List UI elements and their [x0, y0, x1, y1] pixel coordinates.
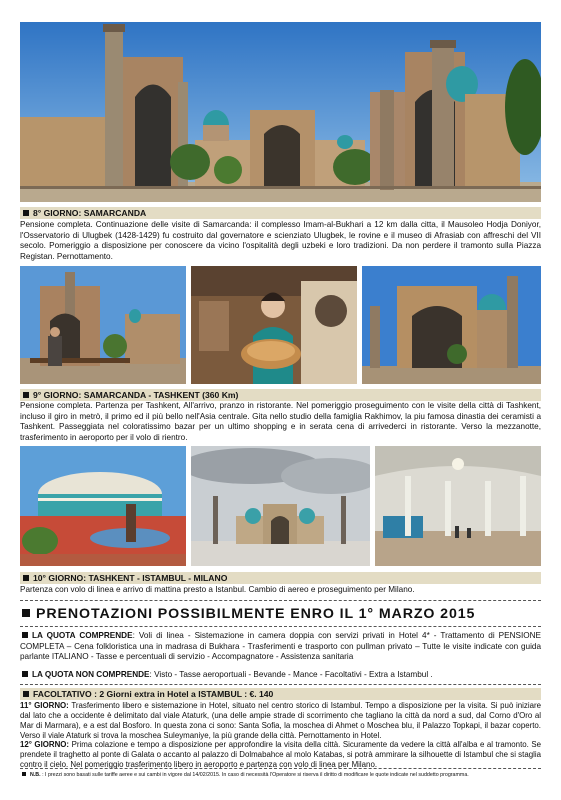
quota-comprende-label: LA QUOTA COMPRENDE — [32, 631, 133, 640]
day-10-description: Partenza con volo di linea e arrivo di mattina presto a Istanbul. Cambio di aereo e proseguimento per Milano. — [20, 585, 415, 594]
quota-non-comprende-section — [20, 670, 541, 681]
quota-non-comprende-label: LA QUOTA NON COMPRENDE — [32, 670, 150, 679]
day-11-description — [20, 701, 541, 741]
registan-man-bench-photo — [20, 266, 186, 384]
day-10-title: 10° GIORNO: TASHKENT - ISTAMBUL - MILANO — [33, 573, 228, 583]
day-12-text: Prima colazione e tempo a disposizione per approfondire la visita della città. Sicuramente da vedere la città all'alba e al tramonto. Se prendete il traghetto al ponte di Galata o accanto al palazzo di Dolmabahce al molo Katabas, si potrà ammirare la silhouette di Istambul che si staglia contro il cielo. Nel pomeriggio trasferimento libero in aeroporto e partenza con volo di linea per Milano. — [20, 740, 541, 769]
day-9-header — [20, 389, 541, 401]
divider — [20, 768, 541, 769]
hast-imam-mosque-photo — [191, 446, 370, 566]
bullet-square-icon — [22, 772, 26, 776]
quota-comprende-text: : Voli di linea - Sistemazione in camera doppia con servizi privati in Hotel 4* - Trattamento di PENSIONE COMPLETA – Cena folkloristica una in madrasa di Bukhara - Trasferimenti e trasporto con pullman privato – Tutte le visite indicate con guida parlante ITALIANO - Tasse e percentuali di servizio - Accompagnatore - Assistenza sanitaria — [20, 631, 541, 662]
facoltativo-title: FACOLTATIVO : 2 Giorni extra in Hotel a ISTAMBUL : €. 140 — [33, 689, 274, 699]
note-text: : I prezzi sono basati sulle tariffe aeree e sui cambi in vigore dal 14/02/2015. In caso di necessità l'Operatore si riserva il diritto di modificare le quote indicate nel suddetto programma. — [40, 772, 469, 778]
bullet-square-icon — [23, 575, 29, 581]
day-8-header — [20, 207, 541, 219]
day-12-description — [20, 740, 541, 770]
registan-square-photo — [20, 22, 541, 202]
day-11-label: 11° GIORNO: — [20, 701, 69, 710]
day-9-title: 9° GIORNO: SAMARCANDA - TASHKENT (360 Km) — [33, 390, 239, 400]
facoltativo-header — [20, 688, 541, 700]
tashkent-circus-fountain-photo — [20, 446, 186, 566]
tashkent-metro-photo — [375, 446, 541, 566]
day-12-label: 12° GIORNO: — [20, 740, 70, 749]
divider — [20, 684, 541, 685]
divider — [20, 600, 541, 601]
price-note — [20, 772, 541, 778]
bullet-square-icon — [23, 392, 29, 398]
bullet-square-icon — [23, 210, 29, 216]
quota-non-comprende-text: : Visto - Tasse aeroportuali - Bevande - Mance - Facoltativi - Extra a Istambul . — [149, 670, 433, 679]
divider — [20, 626, 541, 627]
day-8-title: 8° GIORNO: SAMARCANDA — [33, 208, 147, 218]
booking-deadline-banner — [20, 605, 541, 623]
madrasa-blue-sky-photo — [362, 266, 541, 384]
bullet-square-icon — [22, 609, 30, 617]
day-8-description: Pensione completa. Continuazione delle visite di Samarcanda: il complesso Imam-al-Bukhari a 12 km dalla citta, il Mausoleo Hodja Doniyor, l'Osservatorio di Ulugbek (1428-1429) fu costruito dal governatore e scienziato Ulugbek, le rovine e il museo di Afrasiab con affreschi del VII secolo. Pomeriggio a disposizione per conoscere da vicino l'ospitalità degli uzbeki e loro tradizioni. Da non perdere il tramonto sulla Piazza Registan. Pernottamento. — [20, 220, 541, 261]
bullet-square-icon — [23, 691, 29, 697]
quota-comprende-section — [20, 631, 541, 663]
day-9-description: Pensione completa. Partenza per Tashkent, All'arrivo, pranzo in ristorante. Nel pomeriggio proseguimento con le visite della città di Tashkent, incluso il giro in metrò, il primo ed il più bello nell'Asia centrale. Gita nello studio della famiglia Rakhimov, la piu famosa dinastia dei ceramisti a Tashkent. Passeggiata nel coloratissimo bazar per un ultimo shopping e in serata cena di arrivederci in ristorante. Verso la mezzanotte, trasferimento in aeroporto per il volo di rientro. — [20, 401, 541, 442]
bullet-square-icon — [22, 671, 28, 677]
day-10-header — [20, 572, 541, 584]
day-11-text: Trasferimento libero e sistemazione in Hotel, situato nel centro storico di Istambul. Tempo a disposizione per la visita. Si può iniziare dal lato che a occidente è delimitato dal viale Ataturk, (una delle ampie strade di scorrimento che tagliano la città da nord a sud, dal Corno d'Oro al Mar di Marmara), e a est dal Bosforo. In questa zona ci sono: Santa Sofia, la moschea di Ahmet o Moschea blu, il Palazzo Topkapi, il bazar coperto. Verso il viale Ataturk si trova la moschea Suleymaniye, la più grande della città. Pernottamento in Hotel. — [20, 701, 541, 740]
bullet-square-icon — [22, 632, 28, 638]
bread-woman-photo — [191, 266, 357, 384]
note-label: N.B. — [30, 772, 41, 778]
banner-text: PRENOTAZIONI POSSIBILMENTE ENRO IL 1° MARZO 2015 — [36, 606, 476, 622]
